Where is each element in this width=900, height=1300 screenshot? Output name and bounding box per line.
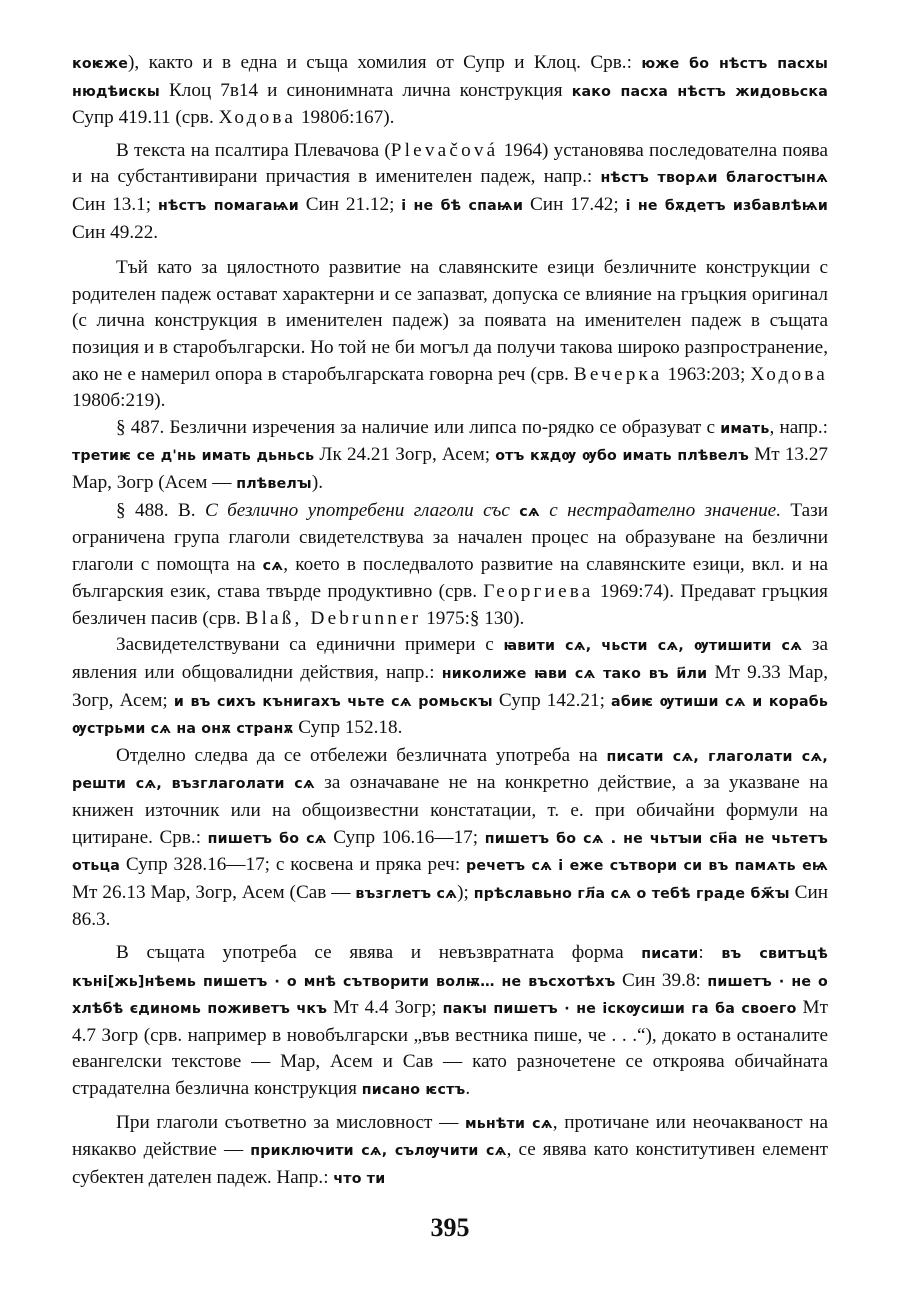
text-run: Лк 24.21 Зогр, Асем;: [314, 444, 496, 466]
church-slavonic-text: і не бѣ спаѩи: [401, 197, 524, 214]
text-run: Тъй като за цялостното развитие на славянските езици безличните конструкции с родителен падеж остават характерни и се запазват, допуска се влияние на гръцкия оригинал (с лична конструкция в именителен падеж) за появата на именителен падеж в същата позиция и в старобългарски. Но той не би могъл да получи такова широко разпространение, ако не е намерил опора в старобългарската говорна реч (срв.: [72, 257, 828, 385]
text-run: Мт 9.33 Мар, Зогр, Асем;: [72, 662, 828, 711]
text-run: ), както и в една и съща хомилия от Супр и Клоц. Срв.:: [128, 52, 642, 73]
paragraph-3: [72, 255, 828, 415]
church-slavonic-text: писано ѥстъ: [361, 1081, 466, 1098]
text-run: Мт 26.13 Мар, Зогр, Асем (Сав —: [72, 881, 356, 903]
text-run: за означаване не на конкретно действие, а за указване на книжен източник или на общоизвестни констатации, т. е. при обичайни формули на цитиране. Срв.:: [72, 772, 828, 848]
text-run: Засвидетелствувани са единични примери с: [116, 634, 504, 656]
text-run: 1964) установява последователна поява и на субстантивирани причастия в именителен падеж, напр.:: [72, 139, 828, 188]
church-slavonic-text: коѥже: [72, 56, 129, 72]
church-slavonic-text: нѣстъ помагаѩи: [157, 197, 299, 214]
church-slavonic-text: писати: [641, 946, 699, 962]
text-run: 1980б:219).: [72, 390, 166, 412]
author-name: Blaß, Debrunner: [245, 607, 422, 629]
text-run: Син 39.8:: [615, 969, 708, 991]
text-run: , напр.:: [769, 416, 829, 438]
text-run: Супр 142.21;: [492, 689, 612, 711]
text-run: Супр 328.16—17; с косвена и пряка реч:: [120, 854, 467, 876]
text-run: Супр 152.18.: [293, 717, 403, 739]
church-slavonic-text: възглетъ сѧ: [355, 885, 458, 902]
text-run: );: [457, 881, 474, 903]
text-run: Отделно следва да се отбележи безличната употреба на: [116, 744, 607, 766]
text-run: , което в последвалото развитие на славянските езици, вкл. и на българския език, става твърде продуктивно (срв.: [72, 553, 828, 603]
text-run: 1969:74). Предават гръцкия безличен пасив (срв.: [72, 581, 829, 629]
text-run: Син 86.3.: [72, 881, 828, 931]
church-slavonic-text: и въ сихъ кънигахъ чьте сѧ ромьскꙑ: [173, 693, 493, 710]
section-heading-italic: с нестрадателно значение.: [539, 499, 781, 521]
church-slavonic-text: николиже ꙗви сѧ тако въ и҃ли: [441, 666, 708, 683]
text-run: 1963:203;: [662, 363, 751, 385]
church-slavonic-text: отъ кѫдѹ ѹбо имать плѣвелъ: [495, 448, 750, 465]
author-name: Ходова: [218, 107, 297, 129]
church-slavonic-text: како пасха нѣстъ жидовьска: [571, 83, 828, 100]
church-slavonic-text: приключити сѧ, сълѹчити сѧ: [250, 1143, 507, 1160]
text-run: Син 21.12;: [298, 193, 402, 215]
church-slavonic-text: сѧ: [262, 557, 284, 574]
page-number: 395: [430, 1213, 470, 1242]
church-slavonic-text: абиѥ ѹтиши сѧ и корабь ѹстрьми сѧ на онѫ странѫ: [72, 693, 828, 738]
text-run: В същата употреба се явява и невъзвратната форма: [116, 942, 642, 963]
text-run: , се явява като конститутивен елемент субектен дателен падеж. Напр.:: [72, 1139, 829, 1188]
church-slavonic-text: плѣвелꙑ: [236, 475, 312, 492]
church-slavonic-text: юже бо нѣстъ пасхы нюдѣискы: [72, 56, 828, 100]
text-run: 1980б:167).: [296, 107, 395, 129]
church-slavonic-text: прѣславьно гл҃а сѧ о тебѣ граде бж҃ꙑ: [473, 885, 790, 902]
church-slavonic-text: пишетъ бо сѧ: [207, 830, 327, 847]
paragraph-examples-4: [72, 1110, 828, 1193]
text-run: При глаголи съответно за мисловност —: [116, 1111, 465, 1133]
author-name: Ходова: [750, 363, 828, 385]
church-slavonic-text: мьнѣти сѧ: [464, 1115, 553, 1132]
church-slavonic-text: нѣстъ творѧи благостꙑнѧ: [600, 170, 828, 187]
section-heading-italic: С безлично употребени глаголи със: [204, 499, 520, 521]
paragraph-examples-1: [72, 632, 828, 742]
paragraph-examples-3: [72, 940, 828, 1104]
text-run: В текста на псалтира Плевачова (: [116, 139, 391, 161]
text-run: Супр 419.11 (срв.: [72, 107, 219, 129]
page-body: [72, 50, 828, 1192]
text-run: .: [465, 1077, 471, 1099]
church-slavonic-text: пишетъ · не о хлѣбѣ єдиномь поживетъ чкъ: [72, 973, 828, 1018]
text-run: , протичане или неочакваност на някакво действие —: [72, 1111, 828, 1161]
text-run: Мт 4.4 Зогр;: [327, 997, 443, 1019]
church-slavonic-text: речетъ сѧ і еже сътвори си въ памѧть еѩ: [466, 858, 828, 875]
church-slavonic-text: ꙗвити сѧ, чьсти сѧ, ѹтишити сѧ: [503, 638, 803, 655]
church-slavonic-text: третиѥ се д'нь имать дьньсь: [72, 448, 315, 465]
author-name: Вечерка: [573, 363, 663, 385]
church-slavonic-text: сѧ: [519, 503, 540, 520]
paragraph-488: [72, 498, 828, 633]
paragraph-1: [72, 50, 828, 132]
text-run: Син 17.42;: [523, 193, 626, 215]
text-run: Син 49.22.: [72, 221, 159, 243]
text-run: ).: [311, 471, 323, 493]
author-name: Plevačová: [390, 139, 499, 161]
text-run: Син 13.1;: [72, 193, 158, 215]
text-run: :: [698, 942, 722, 963]
church-slavonic-text: і не бѫдетъ избавлѣѩи: [625, 197, 829, 214]
church-slavonic-text: пакꙑ пишетъ · не іскѹсиши га ба своего: [442, 1001, 797, 1018]
text-run: Мт 13.27 Мар, Зогр (Асем —: [72, 444, 829, 493]
church-slavonic-text: имать: [720, 420, 770, 437]
church-slavonic-text: пишетъ бо сѧ . не чьтꙑи сн҃а не чьтетъ отьца: [72, 830, 829, 875]
church-slavonic-text: что ти: [333, 1170, 386, 1187]
paragraph-487: [72, 415, 828, 498]
text-run: Супр 106.16—17;: [326, 826, 485, 848]
text-run: § 487. Безлични изречения за наличие или липса по-рядко се образуват с: [116, 416, 721, 438]
text-run: 1975:§ 130).: [421, 607, 525, 629]
text-run: за явления или общовалидни действия, напр.:: [72, 634, 828, 684]
church-slavonic-text: въ свитъцѣ кънi[жь]нѣемь пишетъ · о мнѣ сътворити волѭ… не въсхотѣхъ: [72, 946, 828, 990]
text-run: Тази ограничена група глаголи свидетелствува за начален процес на образуване на безлични глаголи с помощта на: [72, 499, 828, 575]
paragraph-examples-2: [72, 743, 828, 934]
paragraph-2: [72, 138, 828, 246]
text-run: Мт 4.7 Зогр (срв. например в новобългарски „във вестника пише, че . . .“), докато в останалите евангелски текстове — Мар, Асем и Сав — като разночетене се откроява обичайната страдателна безлична конструкция: [72, 997, 828, 1099]
church-slavonic-text: писати сѧ, глаголати сѧ, решти сѧ, възглаголати сѧ: [72, 748, 828, 793]
author-name: Георгиева: [483, 581, 594, 603]
text-run: Клоц 7в14 и синонимната лична конструкция: [159, 79, 572, 101]
text-run: § 488. В.: [116, 499, 205, 521]
